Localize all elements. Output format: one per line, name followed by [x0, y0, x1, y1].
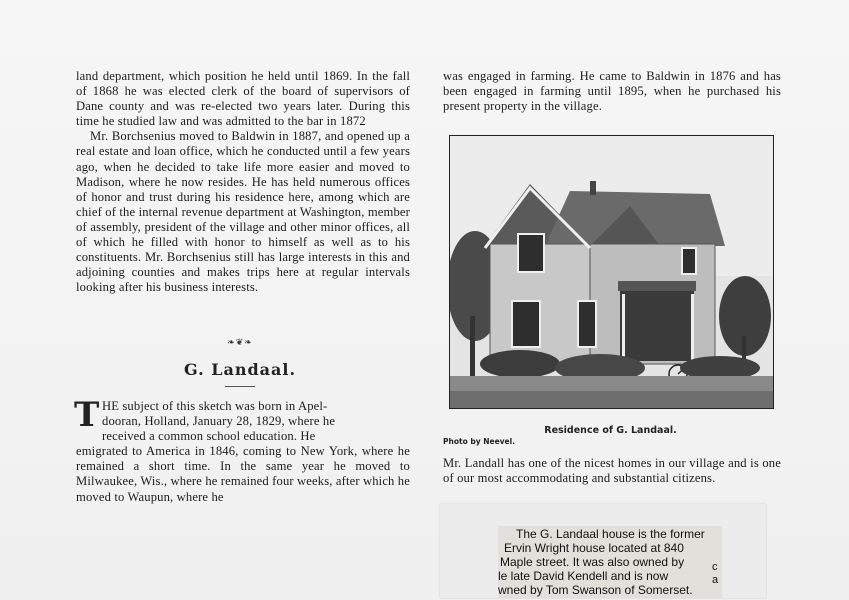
story-line-3: received a common school education. He [102, 429, 316, 444]
story-rest: emigrated to America in 1846, coming to New York, where he remained a short time. In the same year he moved to Milwaukee, Wis., where he remained four weeks, after which he moved to Waupun, where he [76, 444, 410, 504]
photo-caption: Residence of G. Landaal. [544, 425, 677, 436]
left-column [76, 69, 410, 295]
clipping-line-3: Maple street. It was also owned by [500, 555, 685, 569]
clipping-edge-a: a [712, 574, 719, 586]
story-line-2: dooran, Holland, January 28, 1829, where he [102, 414, 336, 429]
drop-cap: T [74, 395, 100, 435]
ornament-divider: ❧❦❧ [227, 338, 253, 348]
clipping-line-2: Ervin Wright house located at 840 [504, 541, 684, 555]
house-illustration [450, 136, 773, 408]
right-column-top [443, 69, 781, 114]
right-column-bottom [443, 456, 781, 486]
landaal-story [74, 395, 410, 505]
story-line-1: HE subject of this sketch was born in Apel- [102, 399, 328, 413]
clipping-edge-c: c [712, 561, 718, 573]
newspaper-clipping [498, 526, 722, 598]
paragraph-borchsenius-1: land department, which position he held until 1869. In the fall of 1868 he was elected clerk of the board of supervisors of Dane county and was re-elected two years later. During this time he studied law and was admitted to the bar in 1872 [76, 69, 410, 129]
house-photo [449, 135, 774, 409]
clipping-line-4: le late David Kendell and is now [498, 569, 669, 583]
paragraph-borchsenius-2: Mr. Borchsenius moved to Baldwin in 1887, and opened up a real estate and loan office, which he conducted until a few years ago, when he decided to take life more easier and moved to Madison, where he now resides. He has held numerous offices of honor and trust during his residence here, among which are chief of the internal revenue department at Washington, member of assembly, president of the village and other minor offices, all of which he filled with honor to himself as well as to his constituents. Mr. Borchsenius still has large interests in this and adjoining counties and makes trips here at regular intervals looking after his business interests. [76, 129, 410, 295]
clipping-line-5: wned by Tom Swanson of Somerset. [498, 583, 693, 597]
section-heading: G. Landaal. [183, 360, 297, 379]
clipping-line-1: The G. Landaal house is the former [516, 527, 705, 541]
paragraph-landall-home: Mr. Landall has one of the nicest homes in our village and is one of our most accommodating and substantial citizens. [443, 456, 781, 486]
paragraph-farming: was engaged in farming. He came to Baldwin in 1876 and has been engaged in farming until 1895, when he purchased his present property in the village. [443, 69, 781, 114]
heading-rule [225, 386, 255, 387]
photo-credit: Photo by Neevel. [443, 437, 516, 446]
